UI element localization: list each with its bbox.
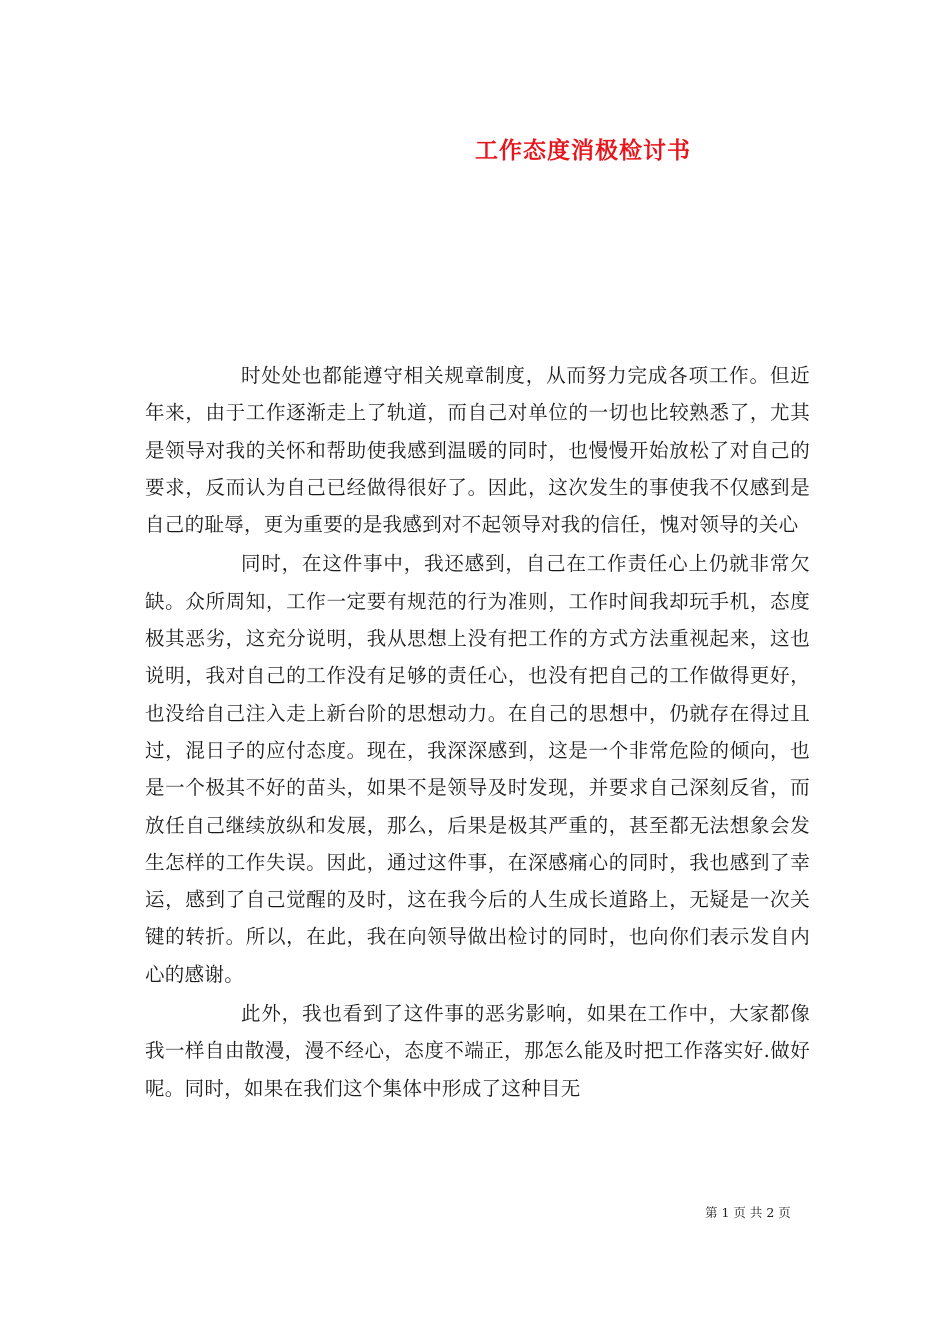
paragraph-1: 时处处也都能遵守相关规章制度，从而努力完成各项工作。但近年来，由于工作逐渐走上了轨道，而自己对单位的一切也比较熟悉了，尤其是领导对我的关怀和帮助使我感到温暖的同时，也慢慢开始放松了对自己的要求，反而认为自己已经做得很好了。因此，这次发生的事使我不仅感到是自己的耻辱，更为重要的是我感到对不起领导对我的信任，愧对领导的关心	[145, 364, 810, 537]
paragraph-3: 此外，我也看到了这件事的恶劣影响，如果在工作中，大家都像我一样自由散漫，漫不经心，态度不端正，那怎么能及时把工作落实好.做好呢。同时，如果在我们这个集体中形成了这种目无	[145, 1002, 810, 1100]
paragraph-2: 同时，在这件事中，我还感到，自己在工作责任心上仍就非常欠缺。众所周知，工作一定要有规范的行为准则，工作时间我却玩手机，态度极其恶劣，这充分说明，我从思想上没有把工作的方式方法重视起来，这也说明，我对自己的工作没有足够的责任心，也没有把自己的工作做得更好，也没给自己注入走上新台阶的思想动力。在自己的思想中，仍就存在得过且过，混日子的应付态度。现在，我深深感到，这是一个非常危险的倾向，也是一个极其不好的苗头，如果不是领导及时发现，并要求自己深刻反省，而放任自己继续放纵和发展，那么，后果是极其严重的，甚至都无法想象会发生怎样的工作失误。因此，通过这件事，在深感痛心的同时，我也感到了幸运，感到了自己觉醒的及时，这在我今后的人生成长道路上，无疑是一次关键的转折。所以，在此，我在向领导做出检讨的同时，也向你们表示发自内心的感谢。	[145, 552, 810, 986]
document-title: 工作态度消极检讨书	[475, 137, 691, 164]
page-number-footer: 第 1 页 共 2 页	[705, 1205, 791, 1220]
document-body	[145, 357, 810, 1107]
